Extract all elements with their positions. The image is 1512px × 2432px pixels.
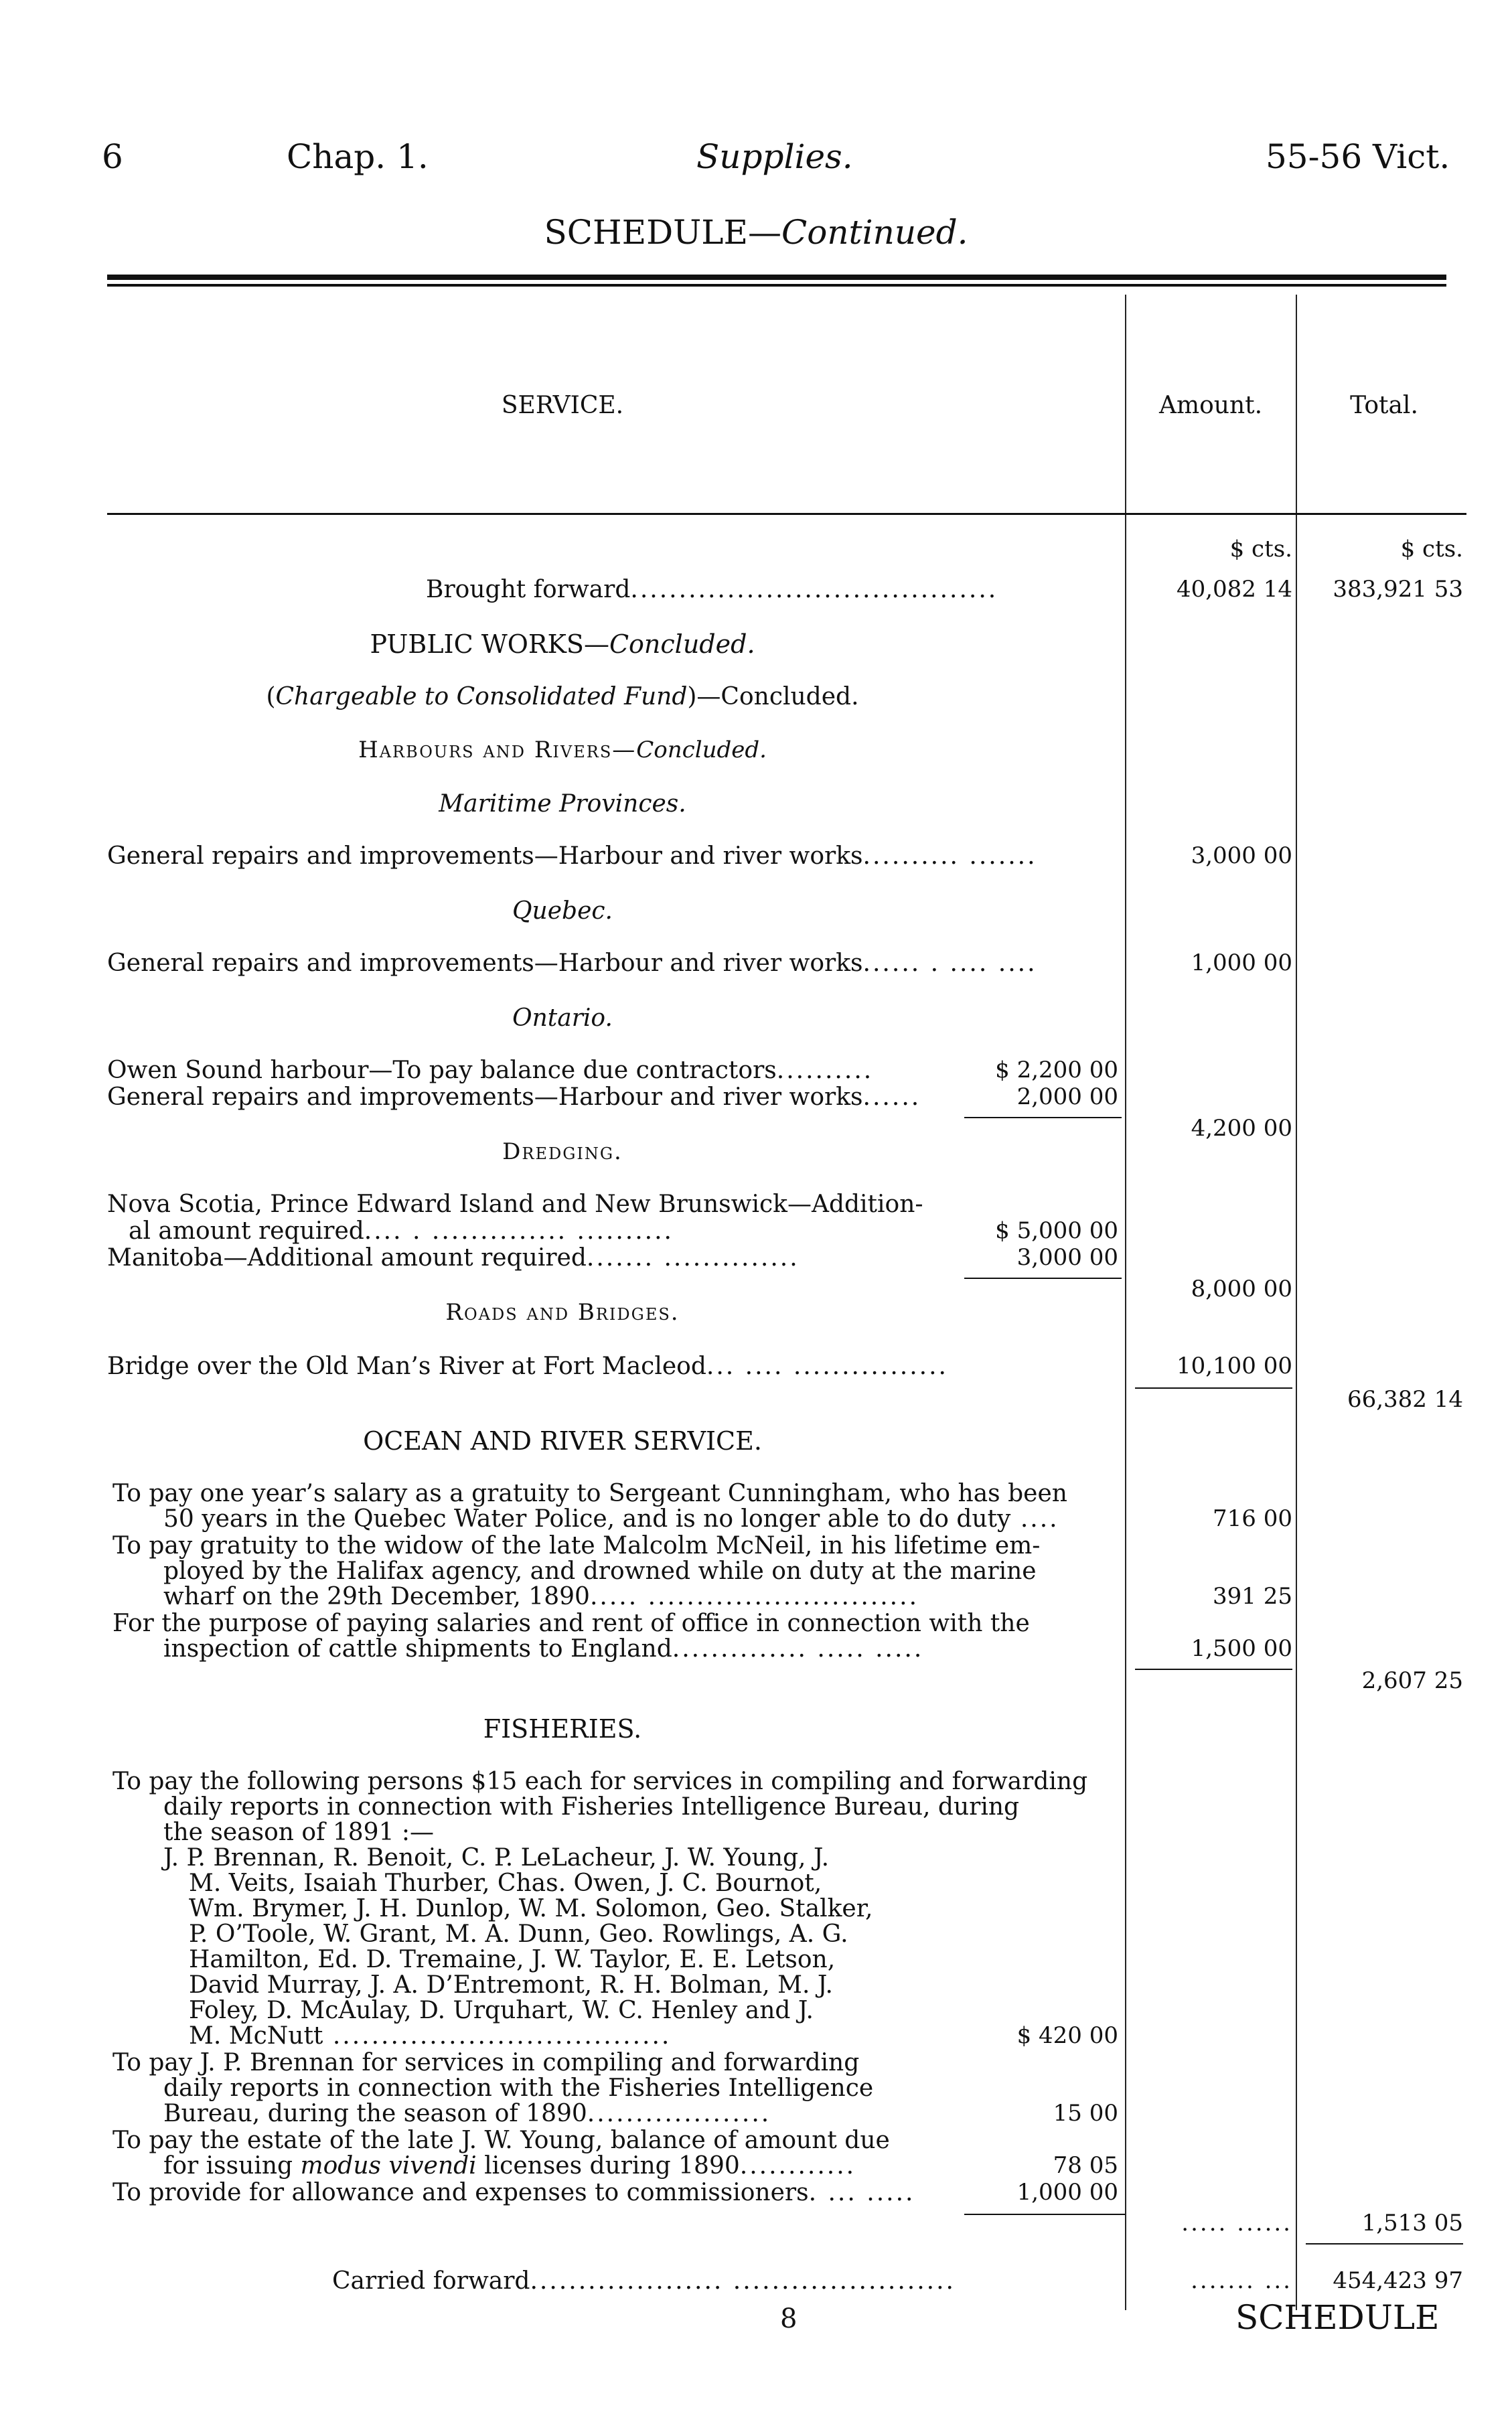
fisheries-item-persons-line-2: daily reports in connection with Fisheries Intelligence Bureau, during xyxy=(163,1793,1020,1821)
amount-currency-unit: $ cts. xyxy=(1229,536,1292,562)
ontario-item-owen-sound-amount: $ 2,200 00 xyxy=(995,1057,1118,1083)
header-rule-heavy xyxy=(107,275,1446,280)
ontario-total: 4,200 00 xyxy=(1191,1115,1292,1142)
ocean-item-mcneil-amount: 391 25 xyxy=(1213,1583,1292,1610)
fisheries-item-brennan-amount: 15 00 xyxy=(1053,2100,1118,2127)
public-works-heading: PUBLIC WORKS—Concluded. xyxy=(370,629,755,659)
fisheries-names-line-6: David Murray, J. A. D’Entremont, R. H. Bolman, M. J. xyxy=(189,1971,833,1999)
column-rule-service-amount xyxy=(1125,295,1126,2310)
page-number: 6 xyxy=(102,137,123,176)
dredging-subtotal-rule xyxy=(964,1278,1122,1279)
fisheries-item-young-estate: To pay the estate of the late J. W. Young, balance of amount due xyxy=(112,2127,890,2154)
ontario-subtotal-rule xyxy=(964,1117,1122,1118)
chargeable-note: (Chargeable to Consolidated Fund)—Concluded. xyxy=(266,683,859,710)
quebec-heading: Quebec. xyxy=(512,897,613,925)
dredging-item-maritime-amount: $ 5,000 00 xyxy=(995,1217,1118,1244)
maritime-item: General repairs and improvements—Harbour and river works.......... ....... xyxy=(107,842,1037,870)
fisheries-item-brennan-line-3: Bureau, during the season of 1890................... xyxy=(163,2100,771,2127)
catchword: SCHEDULE xyxy=(1235,2298,1440,2337)
fisheries-heading: FISHERIES. xyxy=(483,1714,642,1744)
dredging-item-manitoba: Manitoba—Additional amount required....... .............. xyxy=(107,1244,800,1272)
column-heading-total: Total. xyxy=(1350,392,1418,419)
ocean-item-mcneil: To pay gratuity to the widow of the late Malcolm McNeil, in his lifetime em- xyxy=(112,1532,1041,1560)
fisheries-item-commissioners: To provide for allowance and expenses to commissioners. ... ..... xyxy=(112,2179,915,2206)
brought-forward-total: 383,921 53 xyxy=(1333,576,1463,603)
dredging-total: 8,000 00 xyxy=(1191,1276,1292,1302)
brought-forward-amount: 40,082 14 xyxy=(1176,576,1292,603)
fisheries-names-line-1: J. P. Brennan, R. Benoit, C. P. LeLacheur, J. W. Young, J. xyxy=(163,1844,830,1872)
regnal-year: 55-56 Vict. xyxy=(1266,137,1450,176)
fisheries-names-line-5: Hamilton, Ed. D. Tremaine, J. W. Taylor, E. E. Letson, xyxy=(189,1946,836,1973)
ocean-item-cunningham-continued: 50 years in the Quebec Water Police, and is no longer able to do duty .... xyxy=(163,1505,1059,1533)
header-rule-light xyxy=(107,284,1446,287)
column-heading-rule xyxy=(107,513,1466,515)
ontario-item-owen-sound: Owen Sound harbour—To pay balance due contractors.......... xyxy=(107,1057,874,1084)
signature-mark: 8 xyxy=(780,2303,798,2334)
fisheries-item-persons-line-3: the season of 1891 :— xyxy=(163,1819,435,1846)
quebec-amount: 1,000 00 xyxy=(1191,949,1292,976)
total-currency-unit: $ cts. xyxy=(1400,536,1463,562)
fisheries-item-persons-amount: $ 420 00 xyxy=(1016,2022,1118,2049)
fisheries-names-line-7: Foley, D. McAulay, D. Urquhart, W. C. Henley and J. xyxy=(189,1997,814,2024)
public-works-total-rule xyxy=(1135,1387,1292,1389)
fisheries-names-line-3: Wm. Brymer, J. H. Dunlop, W. M. Solomon, Geo. Stalker, xyxy=(189,1895,873,1922)
quebec-item: General repairs and improvements—Harbour and river works...... . .... .... xyxy=(107,949,1037,977)
harbours-rivers-heading: Harbours and Rivers—Concluded. xyxy=(358,737,767,763)
ocean-item-cunningham-amount: 716 00 xyxy=(1213,1505,1292,1532)
brought-forward-label: Brought forward...................................... xyxy=(426,576,998,603)
schedule-title: SCHEDULE—Continued. xyxy=(544,213,968,252)
chapter-label: Chap. 1. xyxy=(287,137,429,176)
fisheries-item-persons: To pay the following persons $15 each for services in compiling and forwarding xyxy=(112,1768,1088,1795)
public-works-total: 66,382 14 xyxy=(1347,1386,1463,1413)
ocean-item-cattle-amount: 1,500 00 xyxy=(1191,1635,1292,1662)
maritime-provinces-heading: Maritime Provinces. xyxy=(439,790,686,818)
carried-forward-rule xyxy=(1306,2243,1463,2245)
carried-forward-label: Carried forward.................... ....................... xyxy=(332,2267,956,2295)
ontario-item-general-repairs: General repairs and improvements—Harbour and river works...... xyxy=(107,1083,921,1111)
fisheries-subtotal-rule xyxy=(964,2214,1125,2215)
fisheries-item-commissioners-amount: 1,000 00 xyxy=(1016,2179,1118,2206)
ontario-item-general-repairs-amount: 2,000 00 xyxy=(1016,1083,1118,1110)
ocean-total-rule xyxy=(1135,1669,1292,1670)
roads-amount: 10,100 00 xyxy=(1176,1353,1292,1379)
fisheries-names-line-4: P. O’Toole, W. Grant, M. A. Dunn, Geo. Rowlings, A. G. xyxy=(189,1920,848,1948)
roads-bridges-heading: Roads and Bridges. xyxy=(445,1299,680,1326)
maritime-amount: 3,000 00 xyxy=(1191,842,1292,869)
ocean-total: 2,607 25 xyxy=(1361,1667,1463,1694)
ocean-river-heading: OCEAN AND RIVER SERVICE. xyxy=(363,1426,762,1456)
carried-forward-total: 454,423 97 xyxy=(1333,2267,1463,2294)
subject-label: Supplies. xyxy=(696,137,853,176)
dredging-item-maritime: Nova Scotia, Prince Edward Island and New Brunswick—Addition- xyxy=(107,1191,923,1218)
ocean-item-mcneil-continued-1: ployed by the Halifax agency, and drowned while on duty at the marine xyxy=(163,1557,1037,1585)
fisheries-item-brennan: To pay J. P. Brennan for services in compiling and forwarding xyxy=(112,2049,860,2076)
column-heading-amount: Amount. xyxy=(1158,392,1263,419)
dredging-item-maritime-continued: al amount required.... . .............. .......... xyxy=(129,1217,674,1245)
column-heading-service: SERVICE. xyxy=(501,392,624,419)
dredging-item-manitoba-amount: 3,000 00 xyxy=(1016,1244,1118,1271)
ocean-item-cattle-continued: inspection of cattle shipments to England.............. ..... ..... xyxy=(163,1635,924,1663)
fisheries-item-young-estate-amount: 78 05 xyxy=(1053,2152,1118,2179)
ocean-item-cattle: For the purpose of paying salaries and rent of office in connection with the xyxy=(112,1610,1030,1637)
carried-forward-amount-leader: ....... ... xyxy=(1191,2267,1292,2294)
ontario-heading: Ontario. xyxy=(512,1004,613,1032)
column-rule-amount-total xyxy=(1296,295,1297,2310)
fisheries-item-brennan-line-2: daily reports in connection with the Fisheries Intelligence xyxy=(163,2074,874,2102)
fisheries-item-young-estate-line-2: for issuing modus vivendi licenses during 1890............ xyxy=(163,2152,856,2180)
roads-item-bridge: Bridge over the Old Man’s River at Fort Macleod... .... ................ xyxy=(107,1353,948,1380)
fisheries-total: 1,513 05 xyxy=(1361,2210,1463,2236)
dredging-heading: Dredging. xyxy=(502,1138,623,1165)
fisheries-names-line-2: M. Veits, Isaiah Thurber, Chas. Owen, J. C. Bournot, xyxy=(189,1870,822,1897)
ocean-item-mcneil-continued-2: wharf on the 29th December, 1890..... ............................ xyxy=(163,1583,919,1610)
ocean-item-cunningham: To pay one year’s salary as a gratuity to Sergeant Cunningham, who has been xyxy=(112,1480,1067,1507)
fisheries-amount-leader: ..... ...... xyxy=(1181,2210,1292,2236)
fisheries-names-line-8: M. McNutt ................................... xyxy=(189,2022,672,2050)
